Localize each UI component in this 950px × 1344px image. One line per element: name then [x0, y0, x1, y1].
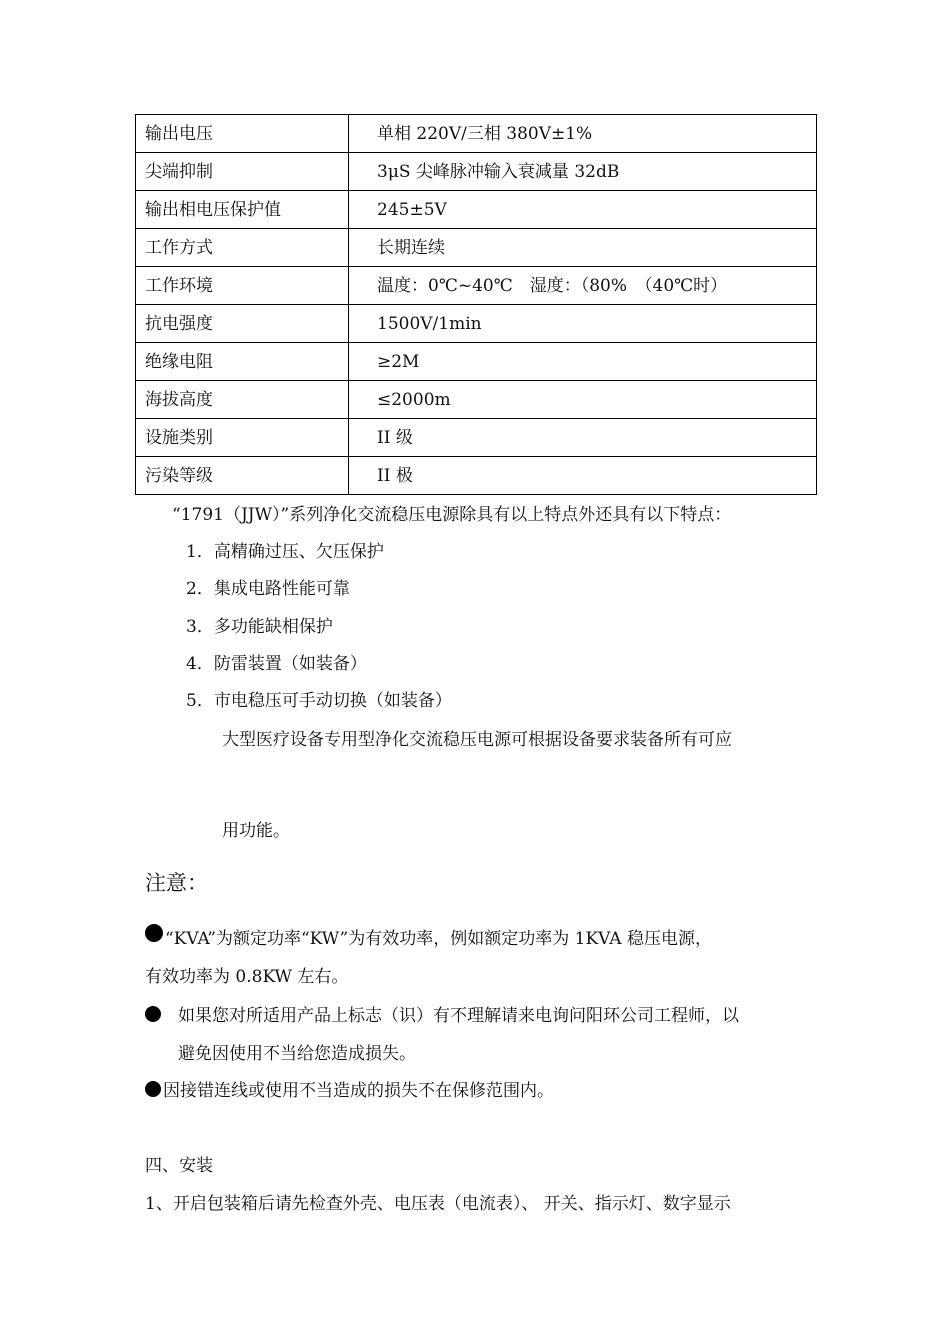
- note-item-continuation: 避免因使用不当给您造成损失。: [178, 1044, 416, 1064]
- bullet-icon: [145, 924, 163, 942]
- table-row: [136, 457, 817, 495]
- note-item: [145, 924, 712, 950]
- spec-label: 绝缘电阻: [136, 343, 349, 381]
- feature-item: 3．多功能缺相保护: [186, 617, 333, 637]
- spec-label: 工作方式: [136, 229, 349, 267]
- spec-table: [135, 114, 817, 495]
- spec-label: 污染等级: [136, 457, 349, 495]
- spec-label: 工作环境: [136, 267, 349, 305]
- install-step: 1、开启包装箱后请先检查外壳、电压表（电流表）、 开关、指示灯、数字显示: [145, 1194, 731, 1214]
- spec-value: 单相 220V/三相 380V±1%: [349, 115, 817, 153]
- spec-value: 1500V/1min: [349, 305, 817, 343]
- spec-value: 温度：0℃~40℃ 湿度：（80% （40℃时）: [349, 267, 817, 305]
- section-heading: 四、安装: [145, 1156, 213, 1176]
- spec-value: 长期连续: [349, 229, 817, 267]
- spec-value: ≥2M: [349, 343, 817, 381]
- medical-paragraph-line1: 大型医疗设备专用型净化交流稳压电源可根据设备要求装备所有可应: [222, 730, 732, 750]
- note-text: 如果您对所适用产品上标志（识）有不理解请来电询问阳环公司工程师，以: [178, 1006, 739, 1026]
- spec-label: 输出电压: [136, 115, 349, 153]
- table-row: [136, 229, 817, 267]
- table-row: [136, 153, 817, 191]
- medical-paragraph-line2: 用功能。: [222, 821, 290, 841]
- spec-value: ≤2000m: [349, 381, 817, 419]
- note-item: [145, 1005, 739, 1027]
- table-row: [136, 305, 817, 343]
- bullet-icon: [145, 1006, 161, 1022]
- table-row: [136, 381, 817, 419]
- notes-title: 注意：: [145, 871, 208, 895]
- feature-item: 4．防雷装置（如装备）: [186, 654, 367, 674]
- spec-label: 输出相电压保护值: [136, 191, 349, 229]
- spec-label: 海拔高度: [136, 381, 349, 419]
- note-item-continuation: 有效功率为 0.8KW 左右。: [145, 967, 349, 987]
- features-intro: “1791（JJW）”系列净化交流稳压电源除具有以上特点外还具有以下特点：: [172, 505, 732, 525]
- spec-value: II 极: [349, 457, 817, 495]
- note-text: 因接错连线或使用不当造成的损失不在保修范围内。: [163, 1081, 554, 1101]
- spec-value: 3μS 尖峰脉冲输入衰减量 32dB: [349, 153, 817, 191]
- bullet-icon: [145, 1081, 161, 1097]
- note-item: [145, 1080, 554, 1102]
- spec-label: 设施类别: [136, 419, 349, 457]
- feature-item: 1．高精确过压、欠压保护: [186, 542, 384, 562]
- feature-item: 5．市电稳压可手动切换（如装备）: [186, 691, 452, 711]
- spec-label: 抗电强度: [136, 305, 349, 343]
- table-row: [136, 343, 817, 381]
- spec-value: 245±5V: [349, 191, 817, 229]
- table-row: [136, 267, 817, 305]
- spec-label: 尖端抑制: [136, 153, 349, 191]
- table-row: [136, 115, 817, 153]
- spec-value: II 级: [349, 419, 817, 457]
- feature-item: 2．集成电路性能可靠: [186, 579, 350, 599]
- table-row: [136, 191, 817, 229]
- table-row: [136, 419, 817, 457]
- note-text: “KVA”为额定功率“KW”为有效功率，例如额定功率为 1KVA 稳压电源，: [165, 929, 712, 949]
